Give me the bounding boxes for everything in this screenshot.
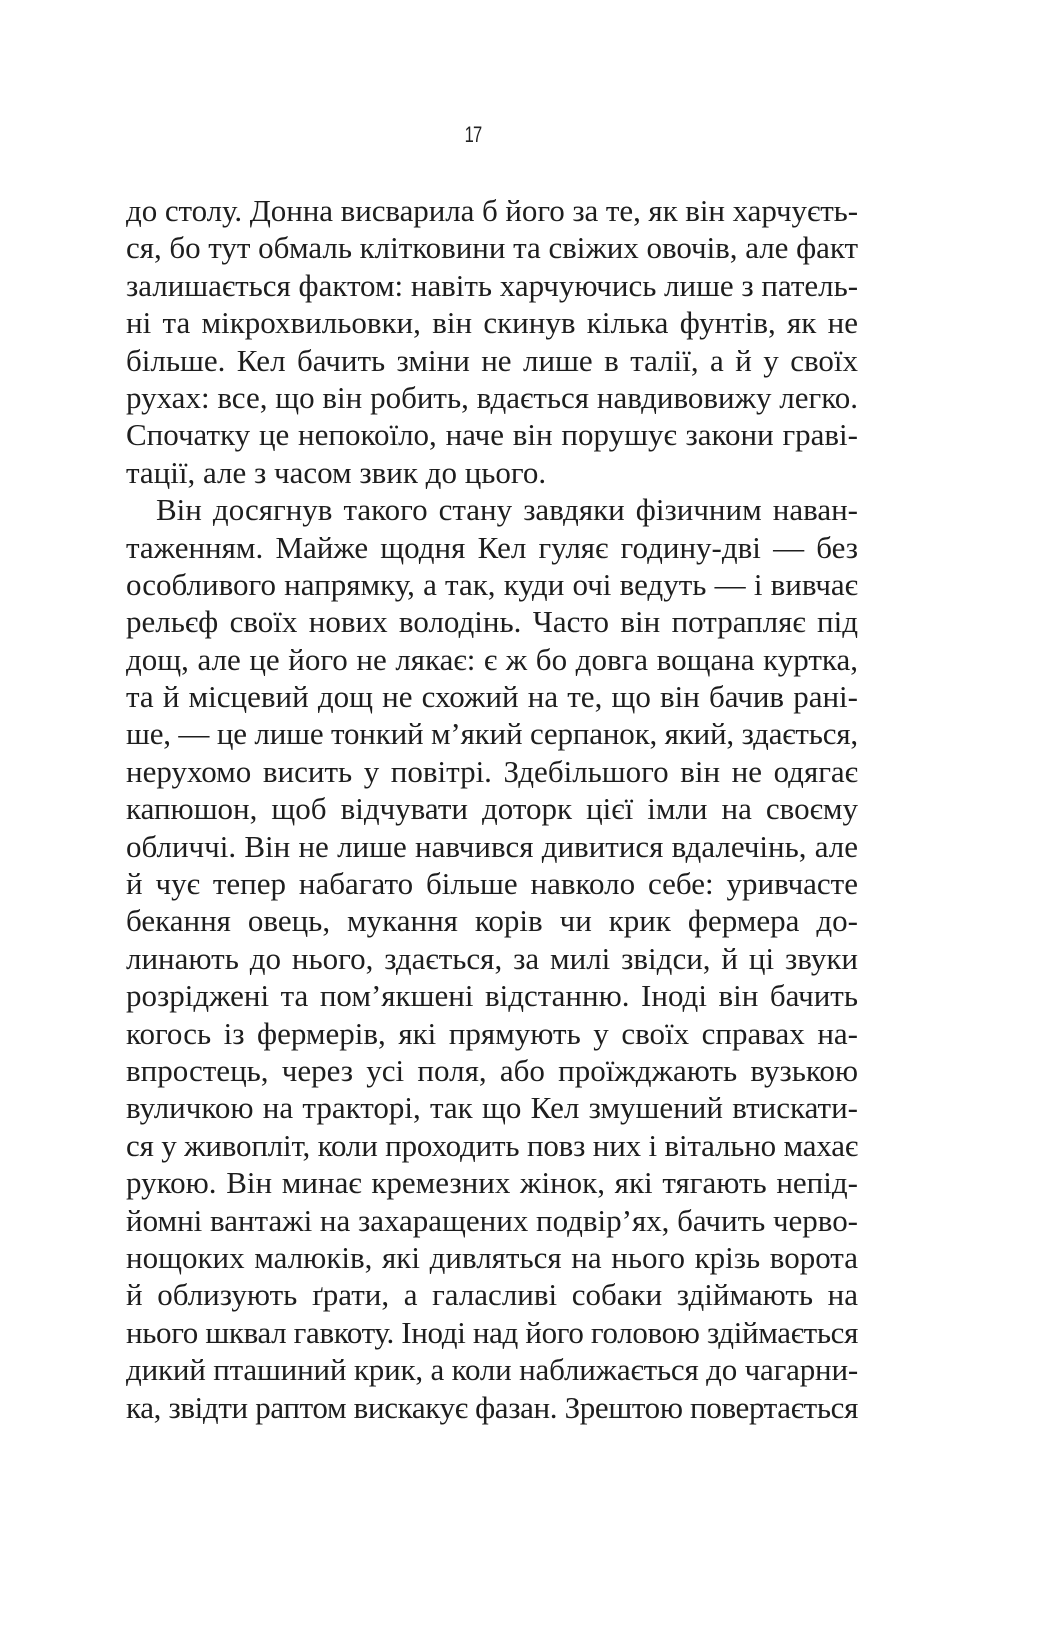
text-line: капюшон, щоб відчувати доторк цієї імли на своєму [126,791,858,827]
text-line: та й місцевий дощ не схожий на те, що він бачив рані- [126,679,858,715]
text-line: ся у живопліт, коли проходить повз них і вітально махає [126,1127,858,1163]
paragraph-2 [126,491,858,1426]
text-line: нерухомо висить у повітрі. Здебільшого він не одягає [126,753,858,789]
text-line: обличчі. Він не лише навчився дивитися вдалечінь, але [126,828,858,864]
text-line: й чує тепер набагато більше навколо себе: уривчасте [126,866,858,902]
text-line: розріджені та пом’якшені відстанню. Іноді він бачить [126,978,858,1014]
text-line: тації, але з часом звик до цього. [126,454,547,490]
body-text [126,192,858,1426]
text-line: Він досягнув такого стану завдяки фізичним наван- [156,492,858,528]
text-line: ка, звідти раптом вискакує фазан. Зрештою повертається [126,1389,858,1425]
text-line: нього шквал гавкоту. Іноді над його головою здіймається [126,1314,858,1350]
text-line: ше, — це лише тонкий м’який серпанок, який, здається, [126,716,858,752]
text-line: нощоких малюків, які дивляться на нього крізь ворота [126,1239,858,1275]
text-line: бекання овець, мукання корів чи крик фермера до- [126,903,858,939]
text-line: ні та мікрохвильовки, він скинув кілька фунтів, як не [126,305,858,341]
text-line: вуличкою на тракторі, так що Кел змушений втискати- [126,1090,858,1126]
text-line: Спочатку це непокоїло, наче він порушує закони граві- [126,417,858,453]
text-line: рельєф своїх нових володінь. Часто він потрапляє під [126,604,858,640]
text-line: особливого напрямку, а так, куди очі ведуть — і вивчає [126,566,858,602]
text-line: ся, бо тут обмаль клітковини та свіжих овочів, але факт [126,230,858,266]
text-line: більше. Кел бачить зміни не лише в талії, а й у своїх [126,342,858,378]
paragraph-1 [126,192,858,491]
text-line: рухах: все, що він робить, вдається навдивовижу легко. [126,379,858,415]
text-line: линають до нього, здається, за милі звідси, й ці звуки [126,940,858,976]
text-line: рукою. Він минає кремезних жінок, які тягають непід- [126,1165,858,1201]
text-line: йомні вантажі на захаращених подвір’ях, бачить черво- [126,1202,858,1238]
text-line: когось із фермерів, які прямують у своїх справах на- [126,1015,858,1051]
text-line: залишається фактом: навіть харчуючись лише з патель- [126,267,858,303]
page-number: 17 [464,122,482,147]
text-line: таженням. Майже щодня Кел гуляє годину-дві — без [126,529,858,565]
text-line: до столу. Донна висварила б його за те, як він харчуєть- [126,193,859,228]
text-line: впростець, через усі поля, або проїжджають вузькою [126,1052,858,1088]
text-line: дощ, але це його не лякає: є ж бо довга вощана куртка, [126,641,858,677]
text-line: й облизують ґрати, а галасливі собаки здіймають на [126,1277,858,1313]
text-line: дикий пташиний крик, а коли наближається до чагарни- [126,1352,858,1388]
